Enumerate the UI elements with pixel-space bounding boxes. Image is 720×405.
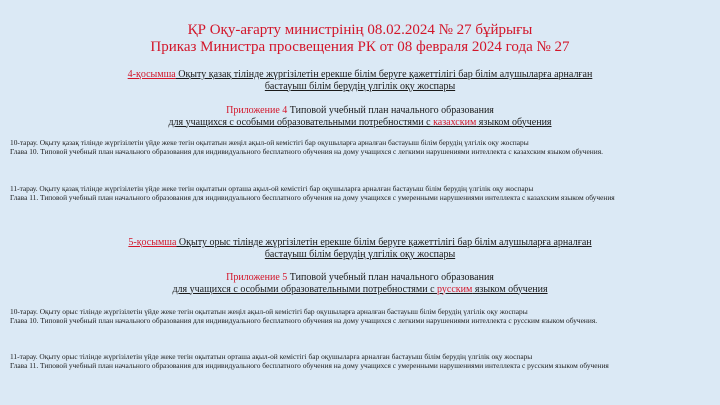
appendix-4-ru-title: Типовой учебный план начального образования bbox=[287, 105, 494, 116]
appendix-5-kz-link[interactable]: 5-қосымша bbox=[128, 237, 177, 248]
appendix-5-ru-title-pre: для учащихся с особыми образовательными потребностями с bbox=[172, 283, 438, 295]
appendix-4-ru-heading bbox=[0, 105, 720, 128]
chapter-11-ru-text: Глава 11. Типовой учебный план начального образования для индивидуального бесплатного обучения на дому учащихся с умеренными нарушениями интеллекта с русским языком обучения bbox=[10, 360, 609, 370]
chapter-11-kz-block bbox=[10, 185, 700, 203]
appendix-4-kz-heading bbox=[0, 69, 720, 92]
chapter-10-ru: Глава 10. Типовой учебный план начального образования для индивидуального бесплатного обучения на дому учащихся с легкими нарушениями интеллекта с казахским языком обучения. bbox=[10, 146, 603, 156]
appendix-5-ru-title-post: языком обучения bbox=[472, 283, 548, 295]
chapter-11-ru-block bbox=[10, 353, 700, 371]
chapter-10-kz-text: 10-тарау. Оқыту орыс тілінде жүргізілетін үйде жеке тегін оқытатын жеңіл ақыл-ой кемістігі бар оқушыларға арналған бастауыш білім берудің үлгілік оқу жоспары bbox=[10, 307, 528, 316]
appendix-4-kz-link[interactable]: 4-қосымша bbox=[127, 69, 176, 80]
appendix-5-lang-link[interactable]: русским bbox=[437, 283, 473, 295]
appendix-4-ru-title-pre: для учащихся с особыми образовательными потребностями с bbox=[168, 116, 434, 128]
appendix-5-kz-title-cont: бастауыш білім берудің үлгілік оқу жоспары bbox=[264, 248, 456, 260]
appendix-5-ru-title: Типовой учебный план начального образования bbox=[287, 272, 494, 283]
chapter-11-kz: 11-тарау. Оқыту қазақ тілінде жүргізілетін үйде жеке тегін оқытатын орташа ақыл-ой кемістігі бар оқушыларға арналған бастауыш білім берудің үлгілік оқу жоспары bbox=[10, 184, 534, 193]
appendix-4-kz-title-cont: бастауыш білім берудің үлгілік оқу жоспары bbox=[264, 80, 456, 92]
chapter-11-ru: Глава 11. Типовой учебный план начального образования для индивидуального бесплатного обучения на дому учащихся с умеренными нарушениями интеллекта с казахским языком обучения bbox=[10, 192, 615, 202]
title-ru: Приказ Министра просвещения РК от 08 февраля 2024 года № 27 bbox=[150, 39, 570, 55]
chapter-10-ru-text: Глава 10. Типовой учебный план начального образования для индивидуального бесплатного обучения на дому учащихся с легкими нарушениями интеллекта с русским языком обучения. bbox=[10, 315, 598, 325]
appendix-4-ru-title-post: языком обучения bbox=[476, 116, 552, 128]
appendix-4-ru-link[interactable]: Приложение 4 bbox=[226, 105, 288, 116]
appendix-5-ru-heading bbox=[0, 272, 720, 295]
appendix-4-lang-link[interactable]: казахским bbox=[433, 116, 477, 128]
appendix-5-kz-heading bbox=[0, 237, 720, 260]
appendix-4-kz-title: Оқыту қазақ тілінде жүргізілетін ерекше білім беруге қажеттілігі бар білім алушыларға арналған bbox=[175, 69, 593, 80]
title-kz: ҚР Оқу-ағарту министрінің 08.02.2024 № 27 бұйрығы bbox=[187, 22, 533, 38]
chapter-11-kz-text: 11-тарау. Оқыту орыс тілінде жүргізілетін үйде жеке тегін оқытатын орташа ақыл-ой кемістігі бар оқушыларға арналған бастауыш білім берудің үлгілік оқу жоспары bbox=[10, 352, 533, 361]
chapter-10-ru-block bbox=[10, 308, 700, 326]
page-title bbox=[0, 22, 720, 56]
chapter-10-kz-block bbox=[10, 139, 700, 157]
appendix-5-kz-title: Оқыту орыс тілінде жүргізілетін ерекше білім беруге қажеттілігі бар білім алушыларға арналған bbox=[176, 237, 592, 248]
appendix-5-ru-link[interactable]: Приложение 5 bbox=[226, 272, 288, 283]
chapter-10-kz: 10-тарау. Оқыту қазақ тілінде жүргізілетін үйде жеке тегін оқытатын жеңіл ақыл-ой кемістігі бар оқушыларға арналған бастауыш білім берудің үлгілік оқу жоспары bbox=[10, 138, 529, 147]
